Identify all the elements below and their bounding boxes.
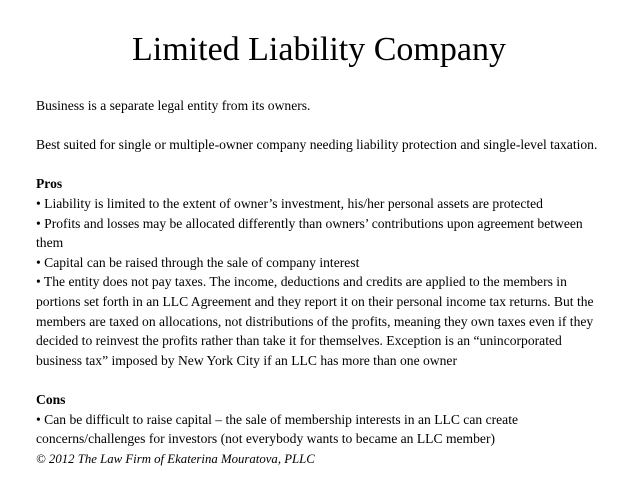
spacer <box>36 155 608 175</box>
copyright-footer: © 2012 The Law Firm of Ekaterina Mouratova, PLLC <box>36 452 315 466</box>
pros-item-taxes: • The entity does not pay taxes. The income, deductions and credits are applied to the members in portions set forth in an LLC Agreement and they report it on their personal income tax returns. But the members are taxed on allocations, not distributions of the profits, meaning they own taxes even if they decided to reinvest the profits rather than take it for themselves. Exception is an “unincorporated business tax” imposed by New York City if an LLC has more than one owner <box>36 274 594 368</box>
slide-body <box>36 96 608 449</box>
best-suited-text: Best suited for single or multiple-owner company needing liability protection and single-level taxation. <box>36 137 598 153</box>
slide-title: Limited Liability Company <box>132 31 506 68</box>
pros-item-profits: • Profits and losses may be allocated differently than owners’ contributions upon agreement between them <box>36 215 583 251</box>
pros-item-capital: • Capital can be raised through the sale of company interest <box>36 254 360 270</box>
spacer <box>36 116 608 136</box>
spacer <box>36 370 608 390</box>
pros-item-liability: • Liability is limited to the extent of owner’s investment, his/her personal assets are protected <box>36 195 543 211</box>
intro-text: Business is a separate legal entity from its owners. <box>36 98 311 113</box>
pros-heading: Pros <box>36 176 63 192</box>
cons-heading: Cons <box>36 391 66 407</box>
cons-item-capital: • Can be difficult to raise capital – the sale of membership interests in an LLC can create concerns/challenges for investors (not everybody wants to became an LLC member) <box>36 411 519 447</box>
